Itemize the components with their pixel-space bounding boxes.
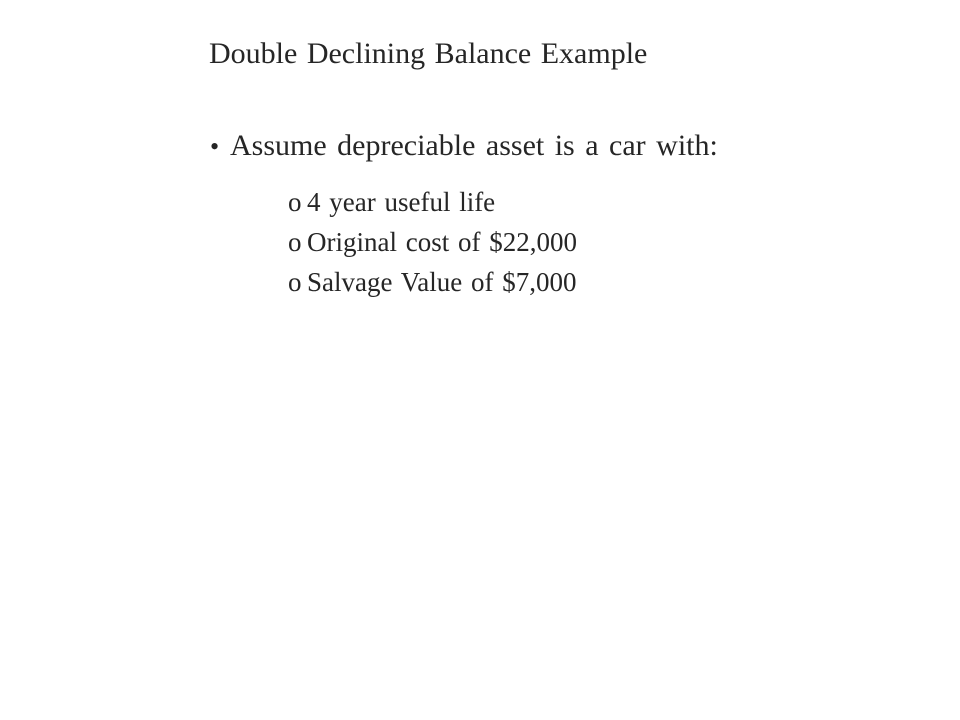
sub-item-text: Original cost of $22,000	[307, 227, 577, 257]
sub-list-item	[288, 262, 577, 302]
sub-list-item	[288, 182, 577, 222]
sub-bullet-marker: o	[288, 187, 302, 217]
sub-item-text: 4 year useful life	[307, 187, 496, 217]
sub-list-item	[288, 222, 577, 262]
bullet-item	[210, 126, 718, 167]
sub-item-text: Salvage Value of $7,000	[307, 267, 577, 297]
slide-title: Double Declining Balance Example	[209, 37, 648, 70]
bullet-marker: •	[210, 132, 220, 161]
sub-bullet-marker: o	[288, 267, 302, 297]
sub-bullet-marker: o	[288, 227, 302, 257]
bullet-text: Assume depreciable asset is a car with:	[230, 129, 718, 162]
sub-list	[288, 182, 577, 302]
